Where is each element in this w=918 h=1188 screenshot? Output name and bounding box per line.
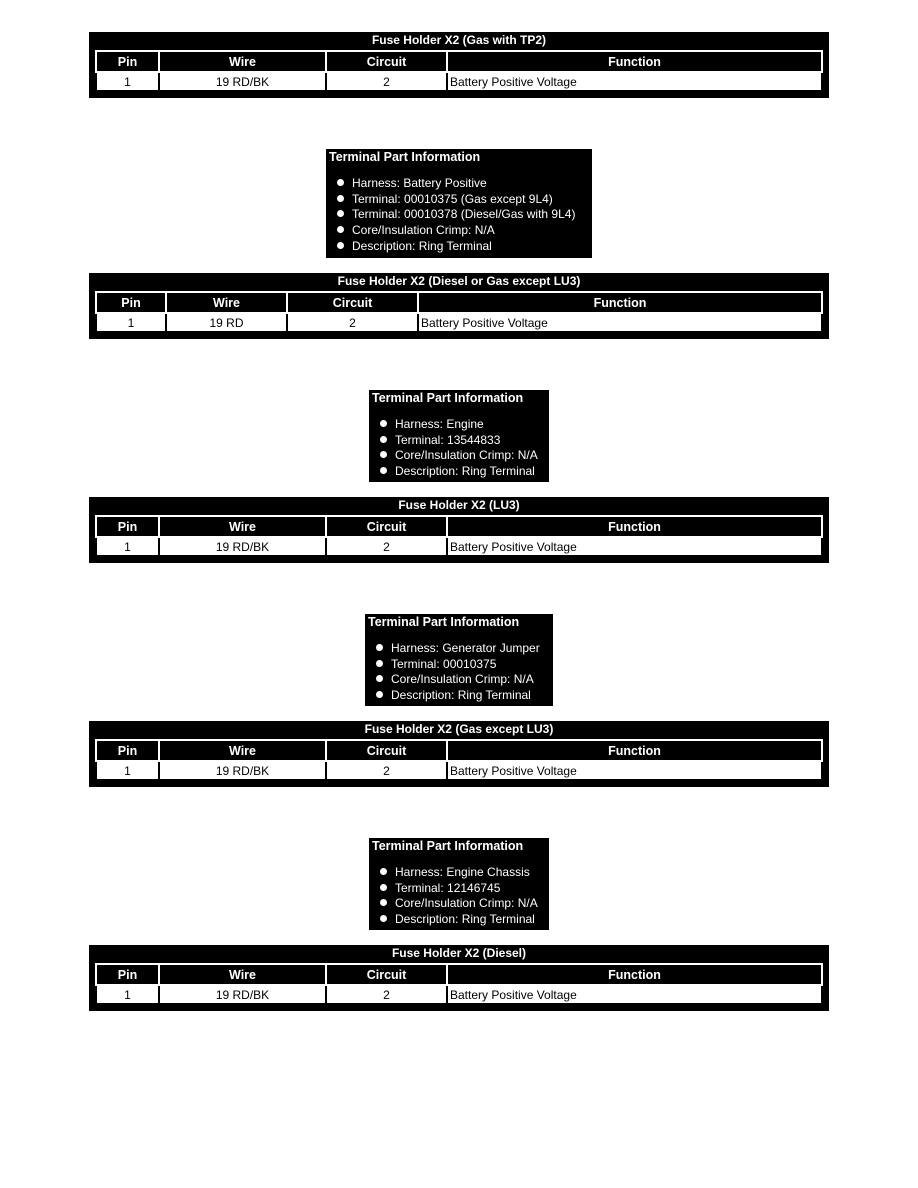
header-function: Function: [418, 292, 822, 313]
list-item: Terminal: 13544833: [380, 433, 541, 449]
table-row: [96, 313, 822, 332]
pinout-table: [95, 963, 823, 1005]
cell-function: Battery Positive Voltage: [447, 72, 822, 91]
bullet-icon: [376, 644, 383, 651]
bullet-icon: [376, 660, 383, 667]
header-pin: Pin: [96, 964, 159, 985]
header-function: Function: [447, 51, 822, 72]
terminal-part-info-box: [369, 390, 549, 482]
header-wire: Wire: [159, 516, 326, 537]
connector-table-lu3: [89, 497, 829, 563]
list-item: Harness: Engine: [380, 417, 541, 433]
terminal-info-list: [329, 176, 584, 254]
cell-function: Battery Positive Voltage: [447, 985, 822, 1004]
pinout-table: [95, 50, 823, 92]
bullet-icon: [380, 884, 387, 891]
header-circuit: Circuit: [326, 740, 447, 761]
cell-function: Battery Positive Voltage: [418, 313, 822, 332]
pinout-table: [95, 739, 823, 781]
pinout-table: [95, 515, 823, 557]
cell-function: Battery Positive Voltage: [447, 761, 822, 780]
list-item: Terminal: 00010375: [376, 657, 545, 673]
connector-table-diesel: [89, 945, 829, 1011]
cell-pin: 1: [96, 985, 159, 1004]
table-row: [96, 537, 822, 556]
list-item: Description: Ring Terminal: [337, 239, 584, 255]
cell-wire: 19 RD/BK: [159, 985, 326, 1004]
terminal-info-list: [368, 641, 545, 704]
terminal-part-info-box: [326, 149, 592, 258]
table-row: [96, 985, 822, 1004]
list-item: Description: Ring Terminal: [380, 912, 541, 928]
table-row: [96, 72, 822, 91]
table-title: Fuse Holder X2 (Diesel or Gas except LU3): [337, 274, 581, 288]
list-item: Core/Insulation Crimp: N/A: [337, 223, 584, 239]
terminal-info-title: Terminal Part Information: [372, 839, 524, 853]
list-item: Harness: Battery Positive: [337, 176, 584, 192]
header-pin: Pin: [96, 51, 159, 72]
bullet-icon: [380, 868, 387, 875]
table-row: [96, 761, 822, 780]
header-function: Function: [447, 740, 822, 761]
header-pin: Pin: [96, 740, 159, 761]
header-wire: Wire: [159, 964, 326, 985]
table-title: Fuse Holder X2 (Gas with TP2): [371, 33, 547, 47]
bullet-icon: [380, 436, 387, 443]
list-item: Core/Insulation Crimp: N/A: [376, 672, 545, 688]
list-item: Description: Ring Terminal: [376, 688, 545, 704]
bullet-icon: [376, 691, 383, 698]
list-item: Harness: Generator Jumper: [376, 641, 545, 657]
cell-circuit: 2: [326, 72, 447, 91]
bullet-icon: [380, 420, 387, 427]
header-circuit: Circuit: [287, 292, 418, 313]
bullet-icon: [376, 675, 383, 682]
list-item: Terminal: 12146745: [380, 881, 541, 897]
terminal-info-list: [372, 865, 541, 928]
cell-wire: 19 RD/BK: [159, 761, 326, 780]
cell-circuit: 2: [326, 537, 447, 556]
terminal-part-info-box: [365, 614, 553, 706]
table-title: Fuse Holder X2 (LU3): [398, 498, 520, 512]
table-title: Fuse Holder X2 (Gas except LU3): [364, 722, 554, 736]
connector-table-diesel-or-gas-except-lu3: [89, 273, 829, 339]
list-item: Core/Insulation Crimp: N/A: [380, 896, 541, 912]
terminal-info-list: [372, 417, 541, 480]
header-wire: Wire: [166, 292, 287, 313]
cell-wire: 19 RD/BK: [159, 537, 326, 556]
cell-pin: 1: [96, 761, 159, 780]
bullet-icon: [337, 179, 344, 186]
cell-pin: 1: [96, 537, 159, 556]
cell-pin: 1: [96, 72, 159, 91]
cell-wire: 19 RD/BK: [159, 72, 326, 91]
header-circuit: Circuit: [326, 964, 447, 985]
header-wire: Wire: [159, 51, 326, 72]
bullet-icon: [380, 451, 387, 458]
terminal-part-info-box: [369, 838, 549, 930]
bullet-icon: [380, 899, 387, 906]
cell-function: Battery Positive Voltage: [447, 537, 822, 556]
table-title: Fuse Holder X2 (Diesel): [391, 946, 527, 960]
terminal-info-title: Terminal Part Information: [368, 615, 520, 629]
cell-circuit: 2: [287, 313, 418, 332]
cell-wire: 19 RD: [166, 313, 287, 332]
cell-circuit: 2: [326, 985, 447, 1004]
bullet-icon: [337, 226, 344, 233]
cell-pin: 1: [96, 313, 166, 332]
pinout-table: [95, 291, 823, 333]
header-pin: Pin: [96, 292, 166, 313]
list-item: Core/Insulation Crimp: N/A: [380, 448, 541, 464]
header-pin: Pin: [96, 516, 159, 537]
list-item: Description: Ring Terminal: [380, 464, 541, 480]
terminal-info-title: Terminal Part Information: [329, 150, 481, 164]
header-circuit: Circuit: [326, 51, 447, 72]
bullet-icon: [380, 915, 387, 922]
connector-table-gas-with-tp2: [89, 32, 829, 98]
list-item: Harness: Engine Chassis: [380, 865, 541, 881]
terminal-info-title: Terminal Part Information: [372, 391, 524, 405]
list-item: Terminal: 00010378 (Diesel/Gas with 9L4): [337, 207, 584, 223]
header-wire: Wire: [159, 740, 326, 761]
bullet-icon: [337, 242, 344, 249]
bullet-icon: [337, 195, 344, 202]
bullet-icon: [337, 210, 344, 217]
connector-table-gas-except-lu3: [89, 721, 829, 787]
list-item: Terminal: 00010375 (Gas except 9L4): [337, 192, 584, 208]
header-function: Function: [447, 964, 822, 985]
header-function: Function: [447, 516, 822, 537]
cell-circuit: 2: [326, 761, 447, 780]
bullet-icon: [380, 467, 387, 474]
header-circuit: Circuit: [326, 516, 447, 537]
